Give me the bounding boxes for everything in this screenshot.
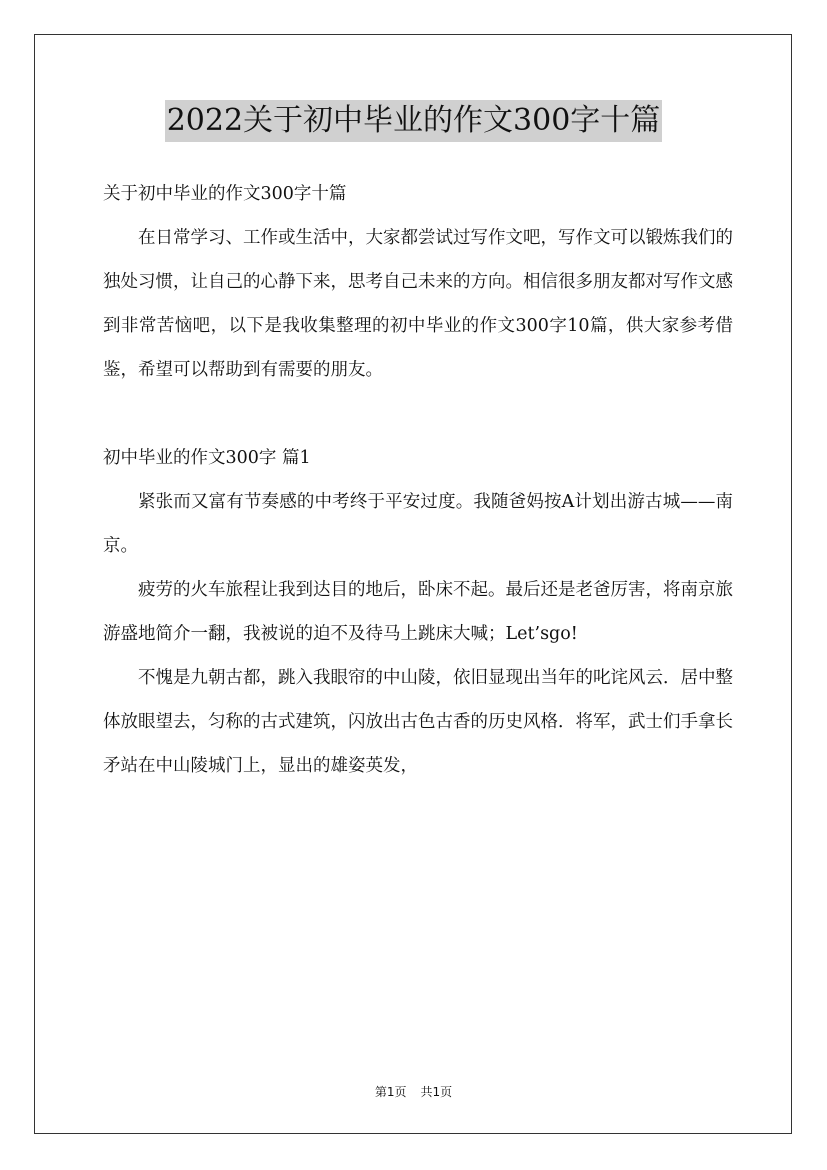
body-paragraph: 不愧是九朝古都，跳入我眼帘的中山陵，依旧显现出当年的叱诧风云．居中整体放眼望去，匀称的古式建筑，闪放出古色古香的历史风格．将军，武士们手拿长矛站在中山陵城门上，显出的雄姿英发， (103, 668, 733, 776)
document-subtitle: 关于初中毕业的作文300字十篇 (103, 184, 347, 204)
section-heading: 初中毕业的作文300字 篇1 (103, 448, 311, 468)
title-container (0, 100, 827, 142)
document-title: 2022关于初中毕业的作文300字十篇 (165, 100, 663, 142)
document-body (103, 172, 733, 788)
intro-paragraph: 在日常学习、工作或生活中，大家都尝试过写作文吧，写作文可以锻炼我们的独处习惯，让自己的心静下来，思考自己未来的方向。相信很多朋友都对写作文感到非常苦恼吧，以下是我收集整理的初中毕业的作文300字10篇，供大家参考借鉴，希望可以帮助到有需要的朋友。 (103, 228, 733, 380)
body-paragraph: 紧张而又富有节奏感的中考终于平安过度。我随爸妈按A计划出游古城——南京。 (103, 492, 733, 556)
spacer (103, 392, 733, 436)
page-footer (0, 1084, 827, 1100)
body-paragraph: 疲劳的火车旅程让我到达目的地后，卧床不起。最后还是老爸厉害，将南京旅游盛地简介一翻，我被说的迫不及待马上跳床大喊；Let’sgo! (103, 580, 733, 644)
page-number: 第1页 (374, 1085, 407, 1099)
page-total: 共1页 (420, 1085, 453, 1099)
